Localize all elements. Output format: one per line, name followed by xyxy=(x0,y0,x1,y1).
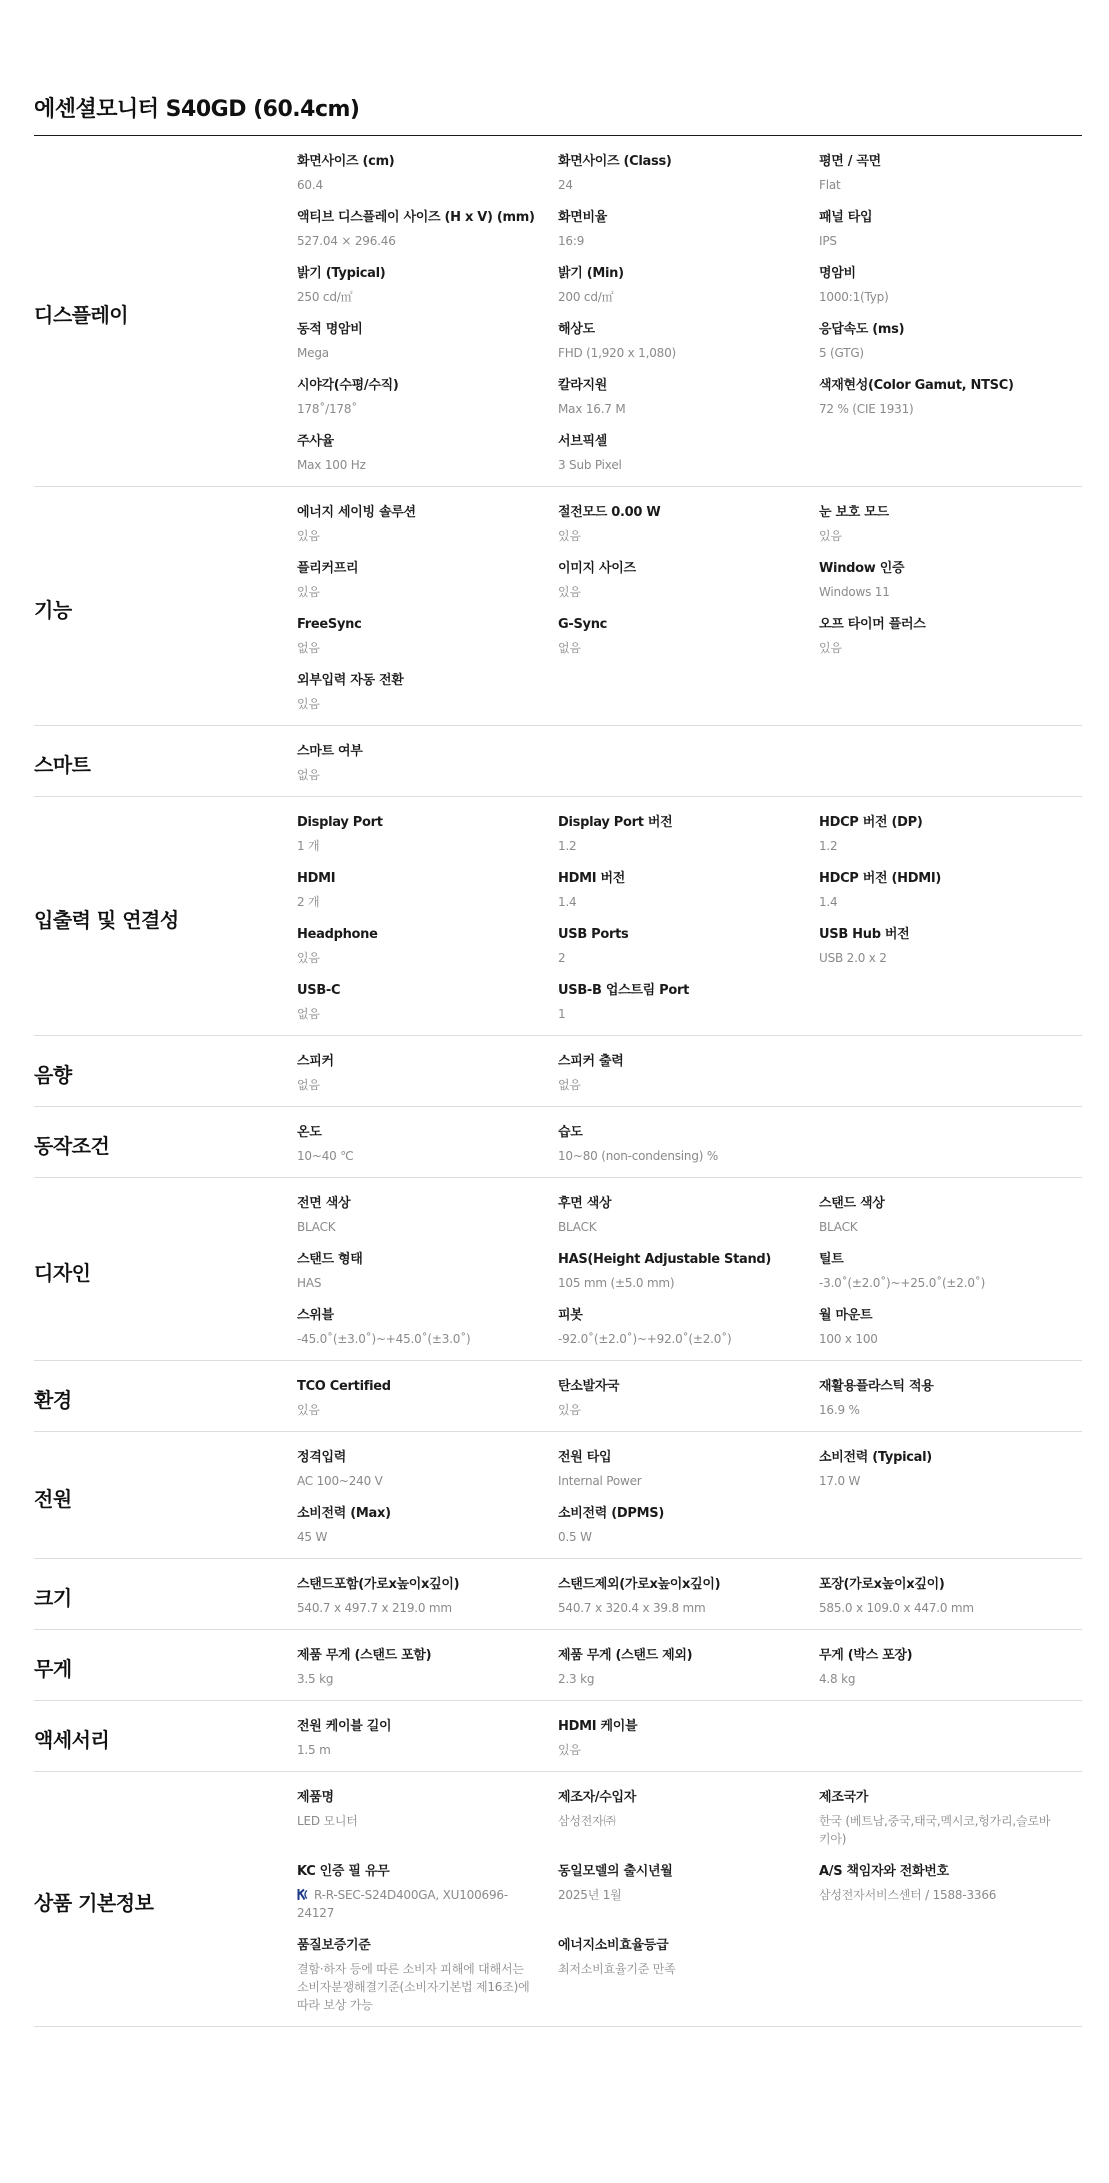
spec-label: 서브픽셀 xyxy=(558,434,608,449)
product-title: 에센셜모니터 S40GD (60.4cm) xyxy=(34,95,1082,136)
spec-label: 이미지 사이즈 xyxy=(558,561,636,576)
section-title: 디스플레이 xyxy=(34,302,129,327)
spec-value: 5 (GTG) xyxy=(819,346,864,360)
spec-item xyxy=(558,503,819,545)
spec-value: 1 xyxy=(558,1007,566,1021)
section-title: 무게 xyxy=(34,1656,72,1681)
spec-value: 105 mm (±5.0 mm) xyxy=(558,1276,675,1290)
spec-label: 에너지소비효율등급 xyxy=(558,1938,669,1953)
spec-label: HDMI xyxy=(297,871,336,886)
spec-value xyxy=(297,1886,536,1922)
spec-item xyxy=(297,320,558,362)
spec-value: 있음 xyxy=(297,585,320,599)
spec-value: IPS xyxy=(819,234,837,248)
spec-item xyxy=(297,742,558,784)
spec-section xyxy=(34,1107,1082,1178)
spec-value: 3 Sub Pixel xyxy=(558,458,622,472)
spec-label: 명암비 xyxy=(819,266,856,281)
spec-item xyxy=(297,1448,558,1490)
spec-value: 있음 xyxy=(297,529,320,543)
spec-grid xyxy=(297,1448,1082,1546)
spec-item xyxy=(297,925,558,967)
spec-value: 178˚/178˚ xyxy=(297,402,358,416)
spec-value: 있음 xyxy=(558,585,581,599)
spec-label: 제조자/수입자 xyxy=(558,1790,636,1805)
spec-item xyxy=(558,1575,819,1617)
spec-value: 있음 xyxy=(558,1403,581,1417)
spec-label: 전원 타입 xyxy=(558,1450,612,1465)
spec-value: 200 cd/㎡ xyxy=(558,290,614,304)
spec-label: 에너지 세이빙 솔루션 xyxy=(297,505,416,520)
spec-value: 16.9 % xyxy=(819,1403,860,1417)
spec-item xyxy=(297,615,558,657)
spec-value: 250 cd/㎡ xyxy=(297,290,353,304)
spec-label: 시야각(수평/수직) xyxy=(297,378,399,393)
spec-value: 없음 xyxy=(297,1007,320,1021)
spec-value: Windows 11 xyxy=(819,585,890,599)
spec-section xyxy=(34,1701,1082,1772)
spec-value: 45 W xyxy=(297,1530,328,1544)
spec-item xyxy=(558,1123,819,1165)
section-title: 액세서리 xyxy=(34,1727,110,1752)
spec-value-text: R-R-SEC-S24D400GA, XU100696-24127 xyxy=(297,1888,508,1920)
spec-value: 3.5 kg xyxy=(297,1672,334,1686)
section-title: 환경 xyxy=(34,1387,72,1412)
spec-label: 정격입력 xyxy=(297,1450,347,1465)
spec-item xyxy=(819,1646,1082,1688)
spec-sections xyxy=(34,136,1082,2027)
spec-label: FreeSync xyxy=(297,617,362,632)
spec-value: 없음 xyxy=(558,1078,581,1092)
spec-label: 전원 케이블 길이 xyxy=(297,1719,392,1734)
spec-section xyxy=(34,1178,1082,1361)
spec-label: USB-C xyxy=(297,983,341,998)
spec-item xyxy=(558,1306,819,1348)
spec-label: 칼라지원 xyxy=(558,378,608,393)
spec-item xyxy=(819,1788,1082,1848)
spec-label: 패널 타입 xyxy=(819,210,873,225)
spec-item xyxy=(819,1194,1082,1236)
spec-item xyxy=(297,1717,558,1759)
spec-item xyxy=(558,615,819,657)
spec-label: 습도 xyxy=(558,1125,583,1140)
spec-item xyxy=(297,671,558,713)
spec-label: 동일모델의 출시년월 xyxy=(558,1864,673,1879)
spec-item xyxy=(819,152,1082,194)
spec-label: 밝기 (Typical) xyxy=(297,266,386,281)
spec-label: USB Ports xyxy=(558,927,629,942)
spec-value: Internal Power xyxy=(558,1474,642,1488)
section-title: 디자인 xyxy=(34,1260,91,1285)
spec-item xyxy=(558,1250,819,1292)
spec-item xyxy=(819,1862,1082,1922)
spec-item xyxy=(558,1717,819,1759)
spec-item xyxy=(558,813,819,855)
spec-grid xyxy=(297,503,1082,713)
spec-item xyxy=(819,615,1082,657)
section-title: 크기 xyxy=(34,1585,72,1610)
kc-certification-icon xyxy=(297,1888,308,1901)
spec-value: LED 모니터 xyxy=(297,1814,358,1828)
spec-label: 제조국가 xyxy=(819,1790,869,1805)
spec-label: 후면 색상 xyxy=(558,1196,612,1211)
spec-item xyxy=(297,559,558,601)
spec-label: TCO Certified xyxy=(297,1379,391,1394)
spec-label: Display Port 버전 xyxy=(558,815,673,830)
spec-item xyxy=(297,503,558,545)
spec-label: 액티브 디스플레이 사이즈 (H x V) (mm) xyxy=(297,210,535,225)
spec-value: 없음 xyxy=(297,1078,320,1092)
spec-item xyxy=(558,981,819,1023)
spec-label: HDMI 버전 xyxy=(558,871,625,886)
spec-value: AC 100~240 V xyxy=(297,1474,383,1488)
spec-label: 제품 무게 (스탠드 제외) xyxy=(558,1648,693,1663)
spec-value: 4.8 kg xyxy=(819,1672,856,1686)
spec-label: HDMI 케이블 xyxy=(558,1719,638,1734)
spec-value: FHD (1,920 x 1,080) xyxy=(558,346,676,360)
spec-grid xyxy=(297,1194,1082,1348)
spec-label: 밝기 (Min) xyxy=(558,266,624,281)
spec-label: 온도 xyxy=(297,1125,322,1140)
spec-label: KC 인증 필 유무 xyxy=(297,1864,390,1879)
spec-value: BLACK xyxy=(819,1220,858,1234)
spec-value: 있음 xyxy=(558,529,581,543)
spec-value: 1.2 xyxy=(819,839,838,853)
spec-value: 72 % (CIE 1931) xyxy=(819,402,914,416)
spec-item xyxy=(558,869,819,911)
spec-item xyxy=(558,1052,819,1094)
spec-table xyxy=(34,95,1082,2027)
spec-label: 포장(가로x높이x깊이) xyxy=(819,1577,945,1592)
spec-value: 10~80 (non-condensing) % xyxy=(558,1149,719,1163)
section-title: 입출력 및 연결성 xyxy=(34,907,179,932)
spec-value: 없음 xyxy=(297,768,320,782)
spec-item xyxy=(297,1646,558,1688)
spec-value: 585.0 x 109.0 x 447.0 mm xyxy=(819,1601,974,1615)
section-title: 동작조건 xyxy=(34,1133,110,1158)
spec-label: 화면사이즈 (cm) xyxy=(297,154,395,169)
spec-item xyxy=(819,1575,1082,1617)
spec-item xyxy=(819,813,1082,855)
spec-section xyxy=(34,726,1082,797)
spec-item xyxy=(819,1250,1082,1292)
spec-value: 10~40 ℃ xyxy=(297,1149,354,1163)
spec-label: 색재현성(Color Gamut, NTSC) xyxy=(819,378,1014,393)
spec-label: 스탠드 색상 xyxy=(819,1196,885,1211)
spec-label: HDCP 버전 (HDMI) xyxy=(819,871,942,886)
spec-label: 플리커프리 xyxy=(297,561,359,576)
spec-item xyxy=(558,1646,819,1688)
spec-label: A/S 책임자와 전화번호 xyxy=(819,1864,949,1879)
spec-label: 오프 타이머 플러스 xyxy=(819,617,926,632)
spec-value: 없음 xyxy=(558,641,581,655)
spec-item xyxy=(558,1448,819,1490)
spec-label: 스마트 여부 xyxy=(297,744,363,759)
spec-item xyxy=(297,1936,558,2014)
spec-item xyxy=(819,264,1082,306)
spec-value: 있음 xyxy=(297,951,320,965)
spec-item xyxy=(819,925,1082,967)
spec-item xyxy=(297,1504,558,1546)
spec-section xyxy=(34,1772,1082,2027)
spec-value: 2 xyxy=(558,951,566,965)
spec-item xyxy=(297,1052,558,1094)
spec-value: 최저소비효율기준 만족 xyxy=(558,1962,676,1976)
spec-item xyxy=(558,559,819,601)
spec-value: 있음 xyxy=(819,529,842,543)
spec-item xyxy=(297,1123,558,1165)
spec-value: 없음 xyxy=(297,641,320,655)
spec-value: 한국 (베트남,중국,태국,멕시코,헝가리,슬로바키아) xyxy=(819,1814,1051,1846)
spec-label: 탄소발자국 xyxy=(558,1379,620,1394)
spec-label: 소비전력 (DPMS) xyxy=(558,1506,664,1521)
spec-item xyxy=(297,1377,558,1419)
spec-item xyxy=(558,432,819,474)
spec-value: Max 16.7 M xyxy=(558,402,626,416)
spec-item xyxy=(297,1250,558,1292)
spec-item xyxy=(819,559,1082,601)
spec-item xyxy=(819,869,1082,911)
spec-grid xyxy=(297,813,1082,1023)
spec-label: 눈 보호 모드 xyxy=(819,505,889,520)
spec-label: 재활용플라스틱 적용 xyxy=(819,1379,934,1394)
spec-label: 월 마운트 xyxy=(819,1308,873,1323)
spec-value: 결함·하자 등에 따른 소비자 피해에 대해서는 소비자분쟁해결기준(소비자기본법 제16조)에 따라 보상 가능 xyxy=(297,1962,530,2012)
spec-grid xyxy=(297,1123,1082,1165)
spec-value: 24 xyxy=(558,178,573,192)
spec-label: 무게 (박스 포장) xyxy=(819,1648,913,1663)
spec-label: 품질보증기준 xyxy=(297,1938,371,1953)
spec-section xyxy=(34,1559,1082,1630)
spec-item xyxy=(558,1936,819,2014)
spec-label: 평면 / 곡면 xyxy=(819,154,881,169)
spec-item xyxy=(297,1306,558,1348)
spec-value: 2.3 kg xyxy=(558,1672,595,1686)
spec-item xyxy=(819,503,1082,545)
spec-label: Headphone xyxy=(297,927,378,942)
spec-section xyxy=(34,136,1082,487)
spec-label: 소비전력 (Max) xyxy=(297,1506,391,1521)
spec-label: 스위블 xyxy=(297,1308,334,1323)
spec-value: 17.0 W xyxy=(819,1474,861,1488)
spec-item xyxy=(558,1377,819,1419)
spec-value: -3.0˚(±2.0˚)~+25.0˚(±2.0˚) xyxy=(819,1276,986,1290)
spec-label: 스피커 xyxy=(297,1054,334,1069)
spec-value: 1.5 m xyxy=(297,1743,331,1757)
spec-value: BLACK xyxy=(558,1220,597,1234)
spec-value: 1.2 xyxy=(558,839,577,853)
spec-section xyxy=(34,1630,1082,1701)
spec-grid xyxy=(297,742,1082,784)
spec-item xyxy=(297,813,558,855)
spec-value: 527.04 × 296.46 xyxy=(297,234,396,248)
spec-label: 스피커 출력 xyxy=(558,1054,624,1069)
spec-label: 스탠드제외(가로x높이x깊이) xyxy=(558,1577,721,1592)
spec-value: 16:9 xyxy=(558,234,585,248)
spec-value: 있음 xyxy=(819,641,842,655)
spec-item xyxy=(819,1306,1082,1348)
spec-label: 절전모드 0.00 W xyxy=(558,505,661,520)
spec-item xyxy=(558,208,819,250)
spec-item xyxy=(297,869,558,911)
spec-label: 스탠드포함(가로x높이x깊이) xyxy=(297,1577,460,1592)
spec-label: HDCP 버전 (DP) xyxy=(819,815,923,830)
spec-value: 있음 xyxy=(297,697,320,711)
spec-value: 0.5 W xyxy=(558,1530,592,1544)
spec-value: 있음 xyxy=(297,1403,320,1417)
spec-section xyxy=(34,1361,1082,1432)
spec-item xyxy=(558,1788,819,1848)
spec-value: 삼성전자서비스센터 / 1588-3366 xyxy=(819,1888,997,1902)
spec-item xyxy=(558,1862,819,1922)
spec-item xyxy=(819,1377,1082,1419)
spec-label: USB-B 업스트림 Port xyxy=(558,983,690,998)
spec-value: 1.4 xyxy=(819,895,838,909)
spec-label: 스탠드 형태 xyxy=(297,1252,363,1267)
spec-item xyxy=(297,1575,558,1617)
spec-value: 100 x 100 xyxy=(819,1332,878,1346)
spec-value: Mega xyxy=(297,346,329,360)
spec-label: G-Sync xyxy=(558,617,608,632)
spec-value: 있음 xyxy=(558,1743,581,1757)
spec-label: 응답속도 (ms) xyxy=(819,322,905,337)
spec-label: USB Hub 버전 xyxy=(819,927,910,942)
spec-item xyxy=(297,208,558,250)
spec-value: 1 개 xyxy=(297,839,320,853)
spec-item xyxy=(558,925,819,967)
spec-label: 외부입력 자동 전환 xyxy=(297,673,404,688)
spec-label: 피봇 xyxy=(558,1308,583,1323)
spec-section xyxy=(34,1036,1082,1107)
spec-item xyxy=(297,1194,558,1236)
spec-item xyxy=(819,208,1082,250)
spec-label: 소비전력 (Typical) xyxy=(819,1450,932,1465)
spec-value: 2 개 xyxy=(297,895,320,909)
spec-label: 해상도 xyxy=(558,322,595,337)
spec-item xyxy=(297,1788,558,1848)
spec-label: 제품명 xyxy=(297,1790,334,1805)
spec-label: 주사율 xyxy=(297,434,334,449)
spec-item xyxy=(819,1448,1082,1490)
spec-label: 화면비율 xyxy=(558,210,608,225)
spec-value: 60.4 xyxy=(297,178,323,192)
spec-label: 전면 색상 xyxy=(297,1196,351,1211)
spec-item xyxy=(297,432,558,474)
spec-label: 화면사이즈 (Class) xyxy=(558,154,672,169)
spec-label: 틸트 xyxy=(819,1252,844,1267)
spec-value: -92.0˚(±2.0˚)~+92.0˚(±2.0˚) xyxy=(558,1332,732,1346)
section-title: 기능 xyxy=(34,597,72,622)
spec-grid xyxy=(297,1788,1082,2014)
spec-value: Max 100 Hz xyxy=(297,458,366,472)
spec-label: Display Port xyxy=(297,815,383,830)
spec-item xyxy=(558,264,819,306)
spec-section xyxy=(34,487,1082,726)
spec-value: USB 2.0 x 2 xyxy=(819,951,887,965)
section-title: 음향 xyxy=(34,1062,72,1087)
spec-value: 540.7 x 497.7 x 219.0 mm xyxy=(297,1601,452,1615)
section-title: 전원 xyxy=(34,1486,72,1511)
spec-value: 1.4 xyxy=(558,895,577,909)
spec-grid xyxy=(297,1575,1082,1617)
spec-grid xyxy=(297,152,1082,474)
spec-label: HAS(Height Adjustable Stand) xyxy=(558,1252,772,1267)
spec-label: 제품 무게 (스탠드 포함) xyxy=(297,1648,432,1663)
spec-item xyxy=(558,320,819,362)
spec-grid xyxy=(297,1717,1082,1759)
spec-label: 동적 명암비 xyxy=(297,322,363,337)
spec-grid xyxy=(297,1052,1082,1094)
section-title: 스마트 xyxy=(34,752,91,777)
spec-value: HAS xyxy=(297,1276,322,1290)
spec-section xyxy=(34,1432,1082,1559)
spec-section xyxy=(34,797,1082,1036)
spec-grid xyxy=(297,1377,1082,1419)
spec-value: 540.7 x 320.4 x 39.8 mm xyxy=(558,1601,706,1615)
spec-item xyxy=(297,1862,558,1922)
spec-value: -45.0˚(±3.0˚)~+45.0˚(±3.0˚) xyxy=(297,1332,471,1346)
spec-value: BLACK xyxy=(297,1220,336,1234)
spec-item xyxy=(297,981,558,1023)
spec-item xyxy=(819,320,1082,362)
spec-item xyxy=(297,152,558,194)
section-title: 상품 기본정보 xyxy=(34,1890,154,1915)
spec-item xyxy=(558,1194,819,1236)
spec-value: 2025년 1월 xyxy=(558,1888,622,1902)
spec-label: Window 인증 xyxy=(819,561,905,576)
spec-value: 1000:1(Typ) xyxy=(819,290,889,304)
spec-grid xyxy=(297,1646,1082,1688)
spec-value: 삼성전자㈜ xyxy=(558,1814,616,1828)
spec-item xyxy=(558,1504,819,1546)
spec-value: Flat xyxy=(819,178,841,192)
spec-item xyxy=(558,376,819,418)
spec-item xyxy=(297,264,558,306)
spec-item xyxy=(819,376,1082,418)
spec-item xyxy=(558,152,819,194)
spec-item xyxy=(297,376,558,418)
